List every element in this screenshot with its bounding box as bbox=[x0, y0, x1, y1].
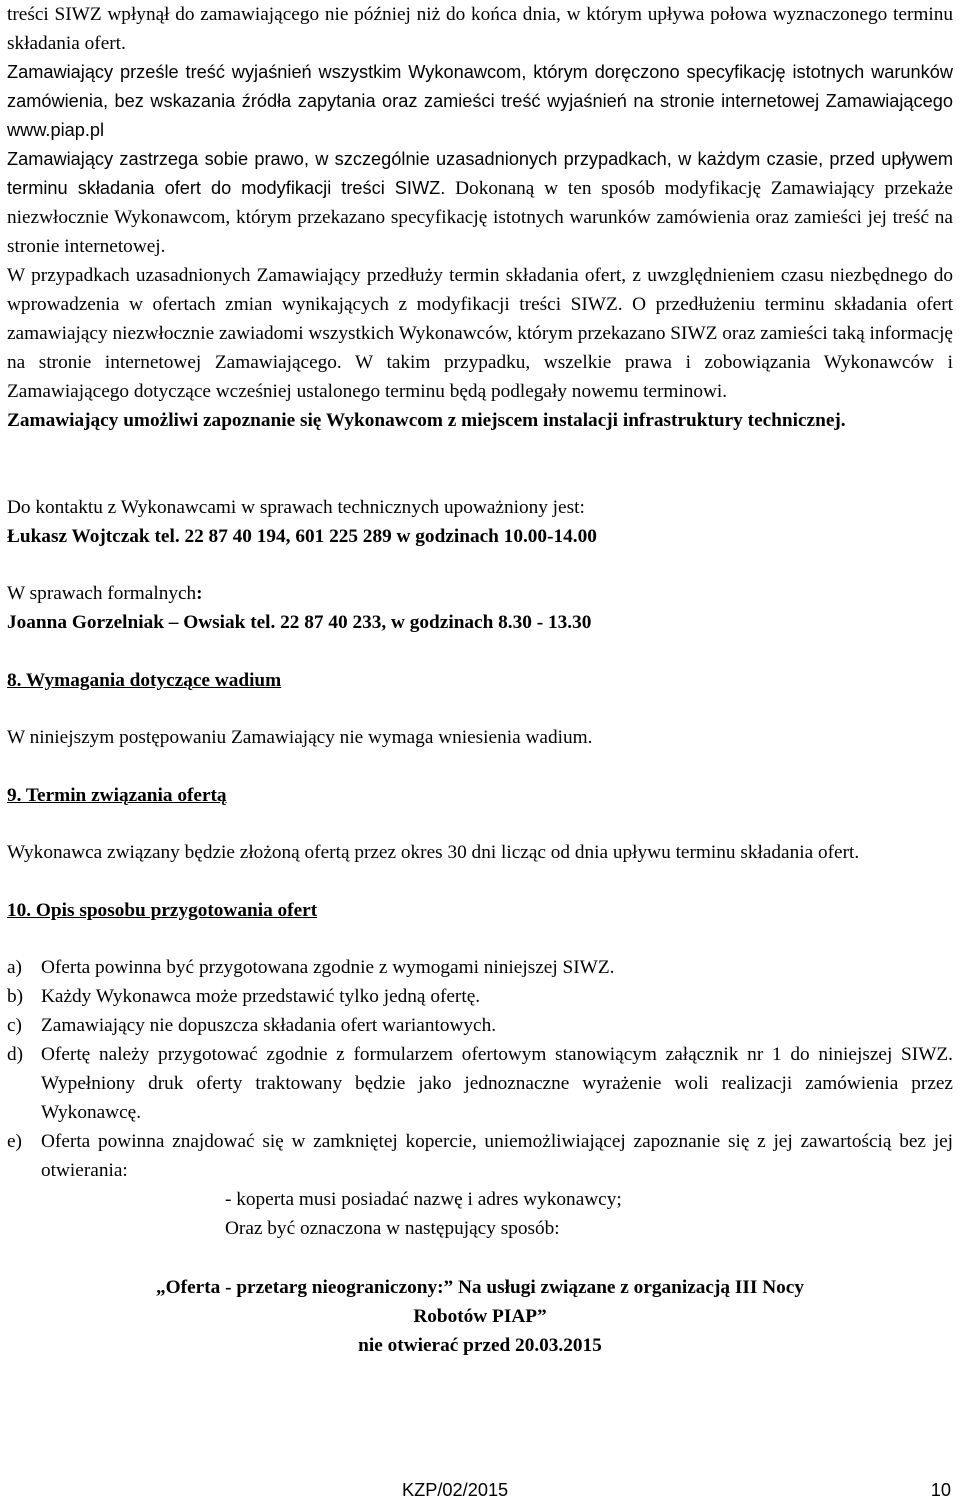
list-item bbox=[7, 982, 953, 1011]
list-marker: d) bbox=[7, 1044, 24, 1065]
list-item bbox=[7, 1040, 953, 1127]
intro-paragraph-3 bbox=[7, 145, 953, 261]
intro-paragraph-3-serif: Dokonaną w ten sposób modyfikację Zamawiający przekaże niezwłocznie Wykonawcom, którym przekazano specyfikację istotnych warunków zamówienia oraz zamieści jej treść na stronie internetowej. bbox=[7, 178, 953, 257]
list-item-text: Zamawiający nie dopuszcza składania ofert wariantowych. bbox=[41, 1015, 497, 1036]
intro-paragraph-2: Zamawiający prześle treść wyjaśnień wszystkim Wykonawcom, którym doręczono specyfikację istotnych warunków zamówienia, bez wskazania źródła zapytania oraz zamieści treść wyjaśnień na stronie internetowej Zamawiającego www.piap.pl bbox=[7, 62, 953, 140]
envelope-requirement-line: - koperta musi posiadać nazwę i adres wykonawcy; bbox=[225, 1189, 622, 1210]
intro-paragraph-4: W przypadkach uzasadnionych Zamawiający przedłuży termin składania ofert, z uwzględnieniem czasu niezbędnego do wprowadzenia w ofertach zmian wynikających z modyfikacji treści SIWZ. O przedłużeniu terminu składania ofert zamawiający niezwłocznie zawiadomi wszystkich Wykonawców, którym przekazano SIWZ oraz zamieści taką informację na stronie internetowej Zamawiającego. W takim przypadku, wszelkie prawa i zobowiązania Wykonawców i Zamawiającego dotyczące wcześniej ustalonego terminu będą podlegały nowemu terminowi. bbox=[7, 265, 953, 402]
list-item bbox=[7, 1127, 953, 1185]
formal-contact-label-colon: : bbox=[196, 583, 203, 604]
technical-contact-person: Łukasz Wojtczak tel. 22 87 40 194, 601 225 289 w godzinach 10.00-14.00 bbox=[7, 526, 597, 547]
technical-contact-label: Do kontaktu z Wykonawcami w sprawach technicznych upoważniony jest: bbox=[7, 497, 585, 518]
section-9-heading: 9. Termin związania ofertą bbox=[7, 785, 227, 806]
section-8-heading: 8. Wymagania dotyczące wadium bbox=[7, 670, 282, 691]
spacer bbox=[7, 551, 953, 579]
spacer bbox=[7, 695, 953, 723]
section-9-body: Wykonawca związany będzie złożoną ofertą przez okres 30 dni licząc od dnia upływu terminu składania ofert. bbox=[7, 842, 860, 863]
envelope-marking-line: Oraz być oznaczona w następujący sposób: bbox=[225, 1218, 560, 1239]
spacer bbox=[7, 867, 953, 896]
list-item-text: Oferta powinna znajdować się w zamkniętej kopercie, uniemożliwiającej zapoznanie się z jej zawartością bez jej otwierania: bbox=[41, 1131, 953, 1181]
list-item-text: Ofertę należy przygotować zgodnie z formularzem ofertowym stanowiącym załącznik nr 1 do niniejszej SIWZ. Wypełniony druk oferty traktowany będzie jako jednoznaczne wyrażenie woli realizacji zamówienia przez Wykonawcę. bbox=[41, 1044, 953, 1123]
page-footer bbox=[0, 1476, 960, 1506]
document-code: KZP/02/2015 bbox=[402, 1480, 509, 1500]
spacer bbox=[7, 752, 953, 781]
intro-paragraph-5: Zamawiający umożliwi zapoznanie się Wykonawcom z miejscem instalacji infrastruktury technicznej. bbox=[7, 410, 846, 431]
list-marker: e) bbox=[7, 1131, 22, 1152]
offer-preparation-list bbox=[7, 953, 953, 1185]
list-marker: b) bbox=[7, 986, 24, 1007]
list-marker: c) bbox=[7, 1015, 22, 1036]
spacer bbox=[7, 810, 953, 838]
list-item bbox=[7, 953, 953, 982]
spacer bbox=[7, 1243, 953, 1273]
envelope-label-line-3: nie otwierać przed 20.03.2015 bbox=[358, 1335, 602, 1356]
envelope-label-line-2: Robotów PIAP” bbox=[413, 1306, 547, 1327]
spacer bbox=[7, 925, 953, 953]
intro-paragraph-1: treści SIWZ wpłynął do zamawiającego nie później niż do końca dnia, w którym upływa połowa wyznaczonego terminu składania ofert. bbox=[7, 4, 953, 54]
formal-contact-label bbox=[7, 579, 953, 608]
section-8-body: W niniejszym postępowaniu Zamawiający nie wymaga wniesienia wadium. bbox=[7, 727, 593, 748]
envelope-label-line-1: „Oferta - przetarg nieograniczony:” Na usługi związane z organizacją III Nocy bbox=[156, 1277, 804, 1298]
list-item bbox=[7, 1011, 953, 1040]
spacer bbox=[7, 435, 953, 493]
list-item-text: Każdy Wykonawca może przedstawić tylko jedną ofertę. bbox=[41, 986, 481, 1007]
page-number: 10 bbox=[930, 1480, 951, 1500]
list-marker: a) bbox=[7, 957, 22, 978]
intro-paragraph-3-sans: Zamawiający zastrzega sobie prawo, w szczególnie uzasadnionych przypadkach, w każdym czasie, przed upływem terminu składania ofert do modyfikacji treści SIWZ. bbox=[7, 149, 953, 198]
spacer bbox=[7, 637, 953, 666]
formal-contact-person: Joanna Gorzelniak – Owsiak tel. 22 87 40 233, w godzinach 8.30 - 13.30 bbox=[7, 612, 592, 633]
section-10-heading: 10. Opis sposobu przygotowania ofert bbox=[7, 900, 318, 921]
formal-contact-label-text: W sprawach formalnych bbox=[7, 583, 197, 604]
list-item-text: Oferta powinna być przygotowana zgodnie z wymogami niniejszej SIWZ. bbox=[41, 957, 615, 978]
